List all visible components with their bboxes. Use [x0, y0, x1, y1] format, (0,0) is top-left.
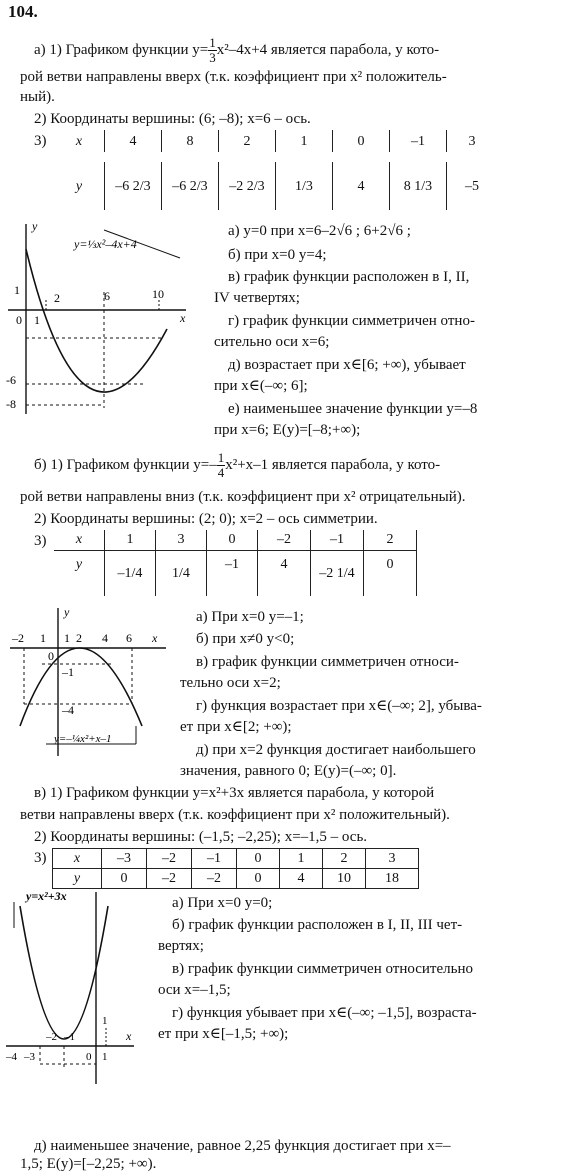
table-cell: –1: [207, 550, 258, 596]
fact-a: а) y=0 при x=6–2√6 ; 6+2√6 ;: [228, 223, 411, 239]
part-b-graph: [6, 604, 176, 760]
tick-label: 0: [48, 649, 54, 663]
table-cell: –3: [102, 849, 147, 869]
table-cell: –2: [192, 869, 237, 889]
part-b-line1: б) 1) Графиком функции y=– $\frac{1}{4}$ x²+x–1 является парабола, у кото-: [34, 450, 441, 480]
tick-label: 1: [64, 631, 70, 645]
tick-label: –1: [62, 665, 74, 679]
table-cell: 0: [237, 869, 280, 889]
axis-label: x: [152, 631, 158, 645]
table-cell: x: [75, 133, 83, 149]
table-cell: –1: [192, 849, 237, 869]
tick-label: 1: [40, 631, 46, 645]
part-c-graph: [2, 888, 142, 1088]
graph-label: y=x²+3x: [26, 889, 67, 903]
fact-d: г) график функции симметричен отно-: [228, 313, 475, 329]
part-a-line2: рой ветви направлены вверх (т.к. коэффициент при x² положитель-: [20, 69, 447, 85]
tick-label: 1: [102, 1015, 108, 1027]
graph-label: y=–¼x²+x–1: [54, 733, 112, 745]
axis-label: x: [126, 1029, 132, 1043]
coef-fraction: $\frac{1}{3}$: [209, 35, 216, 65]
final-line1: д) наименьшее значение, равное 2,25 функция достигает при x=–: [34, 1138, 451, 1154]
table-cell: 2: [323, 849, 366, 869]
fact-c-cont: IV четвертях;: [214, 290, 300, 306]
fact-e: д) при x=2 функция достигает наибольшего: [196, 742, 476, 758]
table-cell: –2: [147, 869, 192, 889]
part-a-line3: ный).: [20, 89, 55, 105]
fact-a: а) При x=0 y=–1;: [196, 609, 304, 625]
tick-label: –4: [6, 1051, 17, 1063]
table-cell: –2 2/3: [219, 162, 276, 210]
tick-label: -8: [6, 397, 16, 411]
part-c-table-label: 3): [34, 850, 47, 866]
table-cell: 4: [280, 869, 323, 889]
tick-label: 1: [34, 313, 40, 327]
table-cell: –1/4: [105, 550, 156, 596]
part-a-vertex: 2) Координаты вершины: (6; –8); x=6 – ось.: [34, 111, 311, 127]
fact-e: д) возрастает при x∈[6; +∞), убывает: [228, 357, 466, 373]
fact-b-cont: вертях;: [158, 938, 204, 954]
tick-label: 6: [126, 631, 132, 645]
table-cell: 4: [105, 130, 162, 152]
tick-label: 6: [104, 289, 110, 303]
fact-d-cont: сительно оси x=6;: [214, 334, 330, 350]
fact-f-cont: при x=6; E(y)=[–8;+∞);: [214, 422, 361, 438]
part-c-line2: ветви направлены вверх (т.к. коэффициент при x² положительный).: [20, 807, 450, 823]
table-cell: –2 1/4: [311, 550, 364, 596]
fact-c: в) график функции симметричен относи-: [196, 654, 459, 670]
table-cell: 18: [366, 869, 419, 889]
table-cell: 3: [156, 530, 207, 550]
table-cell: 0: [364, 550, 417, 596]
tick-label: –2: [46, 1031, 57, 1043]
fact-d: г) функция убывает при x∈(–∞; –1,5], возраста-: [172, 1005, 477, 1021]
fact-b: б) при x≠0 y<0;: [196, 631, 295, 647]
table-cell: 0: [333, 130, 390, 152]
axis-label: x: [180, 311, 186, 325]
parabola-curve: [20, 906, 108, 1039]
table-cell: 1: [105, 530, 156, 550]
fact-f: е) наименьшее значение функции y=–8: [228, 401, 478, 417]
tick-label: –3: [24, 1051, 35, 1063]
table-cell: 4: [258, 550, 311, 596]
table-cell: 1: [280, 849, 323, 869]
table-cell: –6 2/3: [162, 162, 219, 210]
tick-label: 1: [14, 283, 20, 297]
fact-e-cont: значения, равного 0; E(y)=(–∞; 0].: [180, 763, 397, 779]
fact-c-cont: тельно оси x=2;: [180, 675, 281, 691]
tick-label: –1: [64, 1031, 75, 1043]
part-b-vertex: 2) Координаты вершины: (2; 0); x=2 – ось симметрии.: [34, 511, 378, 527]
part-b-table: [54, 530, 417, 596]
axis-label: y: [32, 219, 38, 233]
table-cell: –2: [258, 530, 311, 550]
tick-label: –2: [12, 631, 24, 645]
table-cell: 8: [162, 130, 219, 152]
part-a-table-x: [54, 130, 497, 152]
table-cell: 0: [207, 530, 258, 550]
tick-label: 2: [76, 631, 82, 645]
table-cell: 3: [366, 849, 419, 869]
part-a-line1: а) 1) Графиком функции y= $\frac{1}{3}$ x²–4x+4 является парабола, у кото-: [34, 35, 440, 65]
table-cell: –1: [390, 130, 447, 152]
part-a-table-label: 3): [34, 133, 47, 149]
part-c-table: [52, 848, 419, 889]
tick-label: 2: [54, 291, 60, 305]
table-cell: y: [75, 178, 83, 194]
table-cell: 2: [364, 530, 417, 550]
axis-label: y: [64, 605, 70, 619]
table-cell: 4: [333, 162, 390, 210]
table-cell: 2: [219, 130, 276, 152]
table-cell: x: [53, 849, 102, 869]
parabola-curve: [26, 249, 167, 392]
tick-label: -6: [6, 373, 16, 387]
part-c-vertex: 2) Координаты вершины: (–1,5; –2,25); x=–1,5 – ось.: [34, 829, 368, 845]
fact-c-cont: оси x=–1,5;: [158, 982, 231, 998]
table-cell: 1/4: [156, 550, 207, 596]
fact-c: в) график функции расположен в I, II,: [228, 269, 470, 285]
table-cell: –1: [311, 530, 364, 550]
table-cell: 3: [447, 130, 498, 152]
table-cell: 0: [102, 869, 147, 889]
tick-label: 0: [16, 313, 22, 327]
tick-label: 4: [102, 631, 108, 645]
parabola-curve: [20, 648, 142, 726]
problem-number: 104.: [8, 2, 38, 21]
table-cell: x: [75, 532, 83, 548]
fact-d-cont: ет при x∈[2; +∞);: [180, 719, 292, 735]
table-cell: 1: [276, 130, 333, 152]
fact-b: б) график функции расположен в I, II, III чет-: [172, 917, 463, 933]
coef-fraction: $\frac{1}{4}$: [217, 450, 225, 480]
tick-label: 1: [102, 1051, 108, 1063]
fact-b: б) при x=0 y=4;: [228, 247, 327, 263]
fact-a: а) При x=0 y=0;: [172, 895, 273, 911]
table-cell: 10: [323, 869, 366, 889]
part-a-graph: [4, 218, 194, 418]
fact-e-cont: при x∈(–∞; 6];: [214, 378, 308, 394]
table-cell: –2: [147, 849, 192, 869]
table-cell: 0: [237, 849, 280, 869]
table-cell: 1/3: [276, 162, 333, 210]
table-cell: –5: [447, 162, 498, 210]
table-cell: y: [75, 556, 83, 572]
tick-label: 0: [86, 1051, 92, 1063]
fact-d-cont: ет при x∈[–1,5; +∞);: [158, 1026, 289, 1042]
fact-d: г) функция возрастает при x∈(–∞; 2], убыва-: [196, 698, 482, 714]
part-a-table-y: [54, 162, 497, 210]
table-cell: y: [53, 869, 102, 889]
tick-label: 10: [152, 287, 164, 301]
part-b-line2: рой ветви направлены вниз (т.к. коэффициент при x² отрицательный).: [20, 489, 466, 505]
graph-label: y=⅓x²–4x+4: [74, 237, 137, 251]
part-b-table-label: 3): [34, 533, 47, 549]
table-cell: –6 2/3: [105, 162, 162, 210]
part-c-line1: в) 1) Графиком функции y=x²+3x является парабола, у которой: [34, 785, 435, 801]
fact-c: в) график функции симметричен относительно: [172, 961, 473, 977]
table-cell: 8 1/3: [390, 162, 447, 210]
tick-label: –4: [62, 703, 74, 717]
final-line2: 1,5; E(y)=[–2,25; +∞).: [20, 1156, 157, 1172]
